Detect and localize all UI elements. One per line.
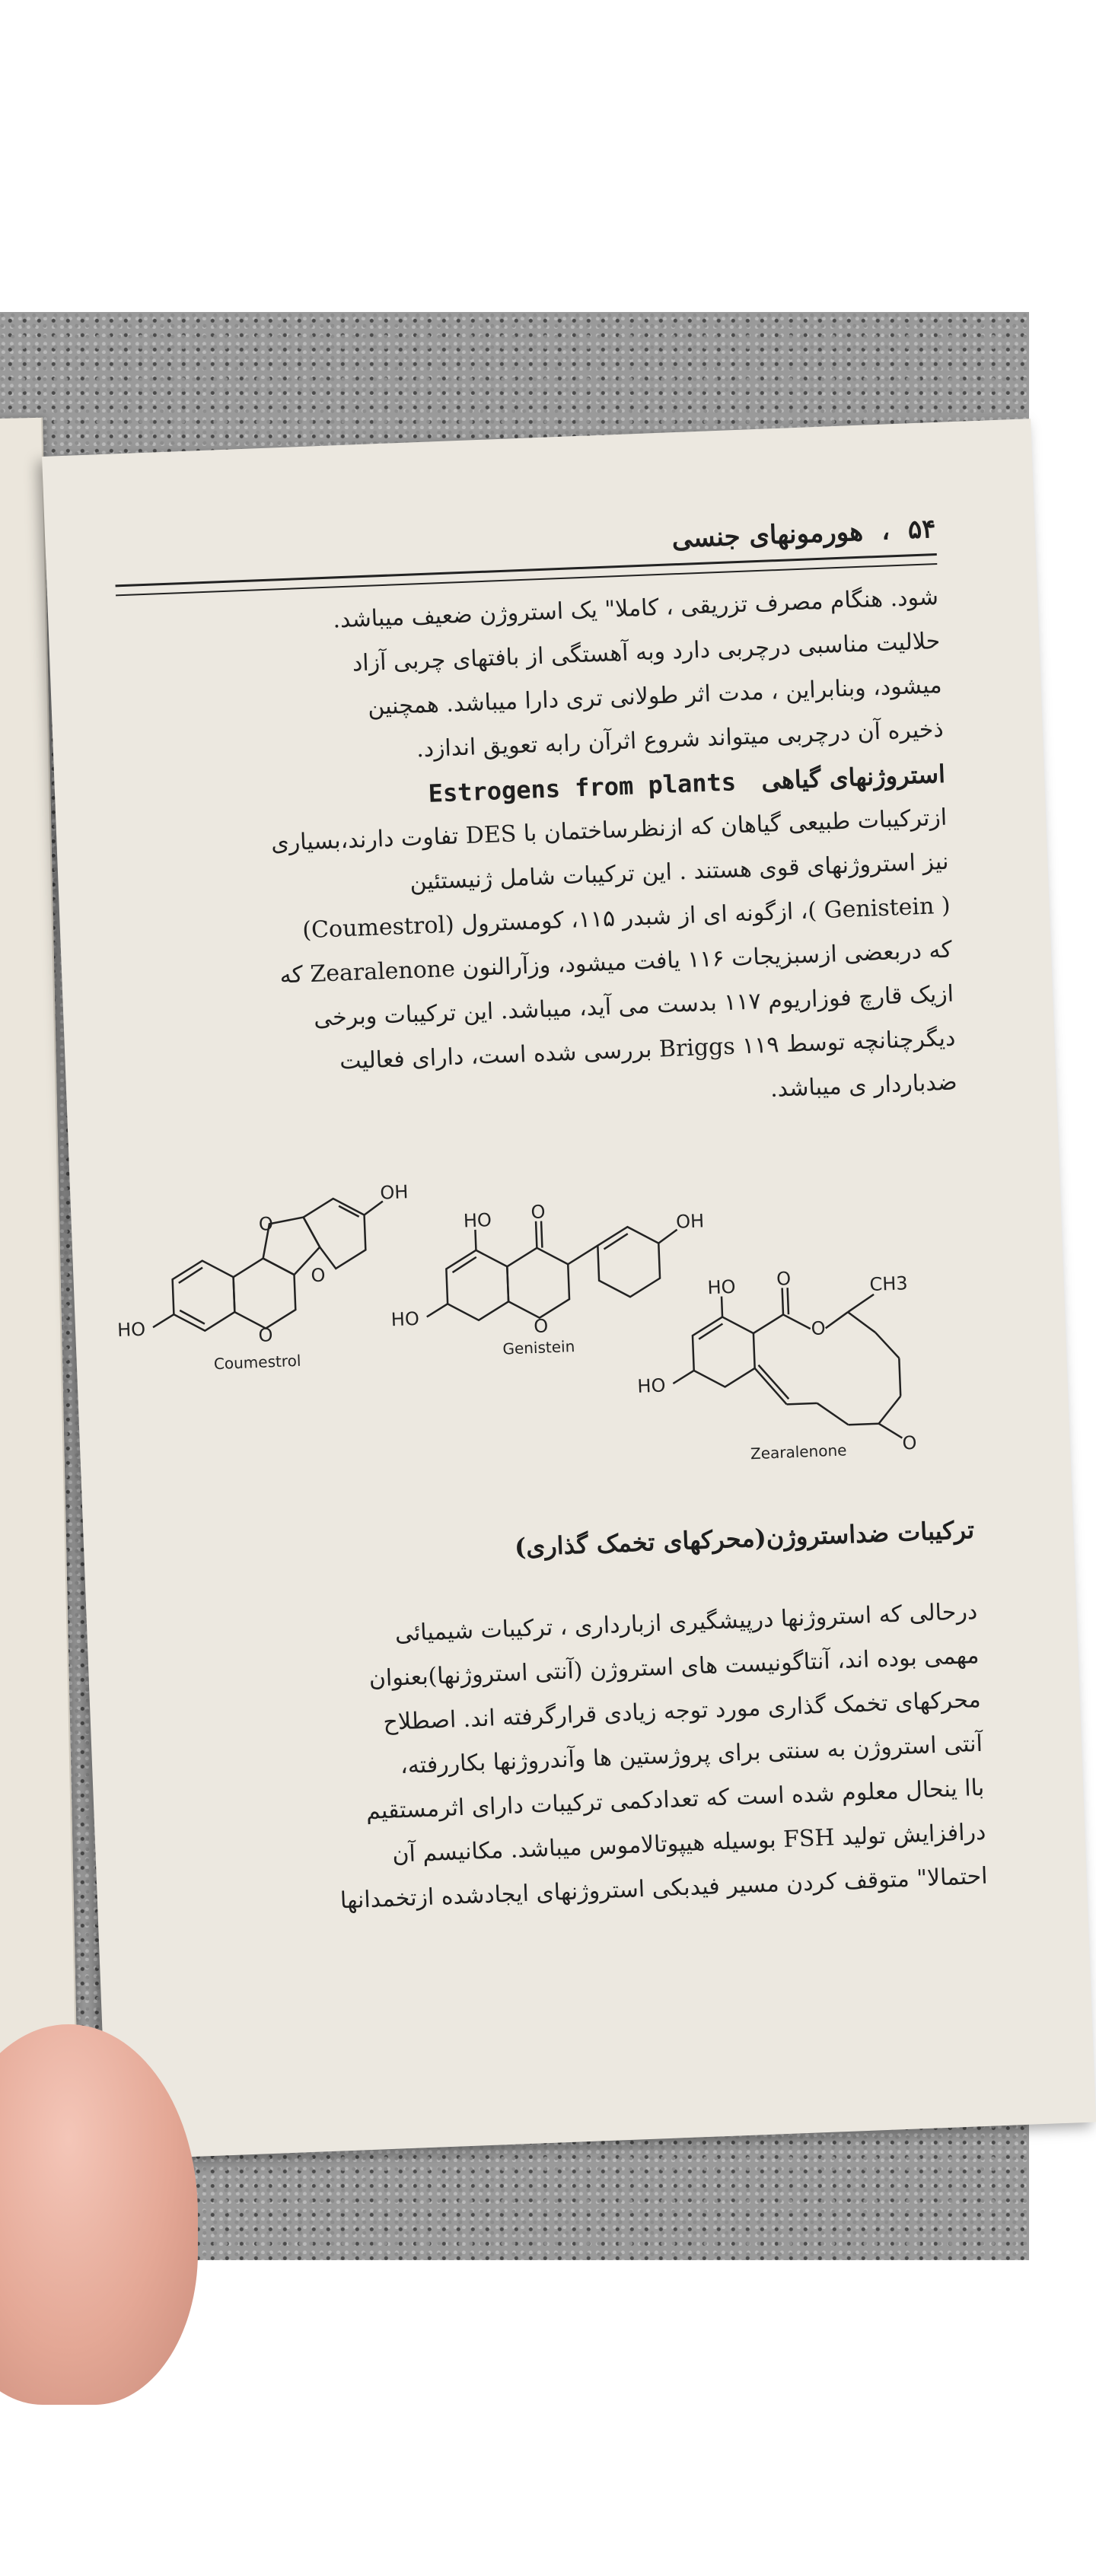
page-header	[114, 514, 937, 584]
text-line: شود. هنگام مصرف تزریقی ، کاملا" یک استروژن ضعیف میباشد.	[332, 583, 939, 634]
atom-label: O	[533, 1315, 549, 1338]
photo-background	[0, 312, 1029, 2260]
text-line: درافزایش تولید FSH بوسیله هیپوتالاموس میباشد. مکانیسم آن	[391, 1818, 986, 1868]
section-plant-estrogens-body	[125, 796, 958, 1136]
genistein-label: Genistein	[502, 1336, 575, 1358]
section-antiestrogens-heading: ترکیبات ضداستروژن(محرکهای تخمک گذاری)	[514, 1515, 975, 1562]
heading-fa: استروژنهای گیاهی	[760, 759, 946, 796]
text-line: حلالیت مناسبی درچربی دارد وبه آهستگی از بافتهای چربی آزاد	[352, 627, 941, 677]
atom-label: HO	[636, 1374, 666, 1397]
atom-label: O	[776, 1268, 792, 1290]
text-line: مهمی بوده اند، آنتاگونیست های استروژن (آنتی استروژنها)بعنوان	[368, 1641, 980, 1692]
atom-label: OH	[379, 1181, 409, 1204]
text-line: میشود، وبنابراین ، مدت اثر طولانی تری دارا میباشد. همچنین	[367, 671, 943, 721]
chemical-structures	[116, 1135, 971, 1485]
zearalenone-label: Zearalenone	[750, 1441, 847, 1463]
text-line: احتمالا" متوقف کردن مسیر فیدبکی استروژنهای ایجادشده ازتخمدانها	[339, 1862, 989, 1915]
atom-label: O	[258, 1213, 274, 1235]
atom-label: CH3	[869, 1272, 909, 1296]
text-line: درحالی که استروژنها درپیشگیری ازبارداری ، ترکیبات شیمیائی	[394, 1597, 978, 1648]
text-line: دیگرچنانچه توسط Briggs ۱۱۹ بررسی شده است، دارای فعالیت	[339, 1024, 956, 1075]
text-line: آنتی استروژن به سنتی برای پروژستین ها وآندروژنها بکاررفته،	[400, 1730, 983, 1780]
text-line: که دربعضی ازسبزیجات ۱۱۶ یافت میشود، وزآرالنون Zearalenone که	[279, 936, 953, 989]
atom-label: OH	[675, 1210, 705, 1233]
atom-label: HO	[390, 1307, 420, 1331]
section-antiestrogens-body	[155, 1590, 989, 1930]
atom-label: HO	[116, 1318, 146, 1342]
text-line: محرکهای تخمک گذاری مورد توجه زیادی قرارگرفته اند. اصطلاح	[382, 1686, 982, 1736]
text-line: ضدباردار ی میباشد.	[769, 1068, 958, 1103]
atom-label: O	[530, 1201, 546, 1224]
text-line: ( Genistein )، ازگونه ای از شبدر ۱۱۵، کومسترول (Coumestrol)	[301, 892, 951, 944]
atom-label: HO	[707, 1275, 737, 1299]
text-line: باا ینحال معلوم شده است که تعدادکمی ترکیبات دارای اثرمستقیم	[365, 1774, 985, 1825]
header-separator: ،	[881, 515, 890, 546]
atom-label: O	[258, 1324, 273, 1346]
text-line: ازترکیبات طبیعی گیاهان که ازنظرساختمان با DES تفاوت دارند،بسیاری	[270, 804, 948, 857]
atom-label: O	[311, 1264, 326, 1287]
paragraph-intro	[116, 575, 945, 783]
coumestrol-label: Coumestrol	[213, 1351, 301, 1374]
text-line: ذخیره آن درچربی میتواند شروع اثرآن رابه تعویق اندازد.	[416, 715, 945, 763]
text-line: نیز استروژنهای قوی هستند . این ترکیبات شامل ژنیستئین	[409, 848, 949, 896]
text-line: ازیک قارچ فوزاریوم ۱۱۷ بدست می آید، میباشد. این ترکیبات وبرخی	[313, 980, 954, 1032]
atom-label: HO	[463, 1209, 492, 1232]
structures-drawing	[116, 1135, 971, 1485]
heading-en: Estrogens from plants	[427, 767, 737, 808]
atom-label: O	[902, 1431, 918, 1454]
page-number: ۵۴	[907, 513, 937, 546]
book-page	[42, 419, 1096, 2160]
atom-label: O	[811, 1317, 827, 1340]
chapter-title: هورمونهای جنسی	[671, 516, 864, 555]
page-content	[114, 514, 989, 1930]
